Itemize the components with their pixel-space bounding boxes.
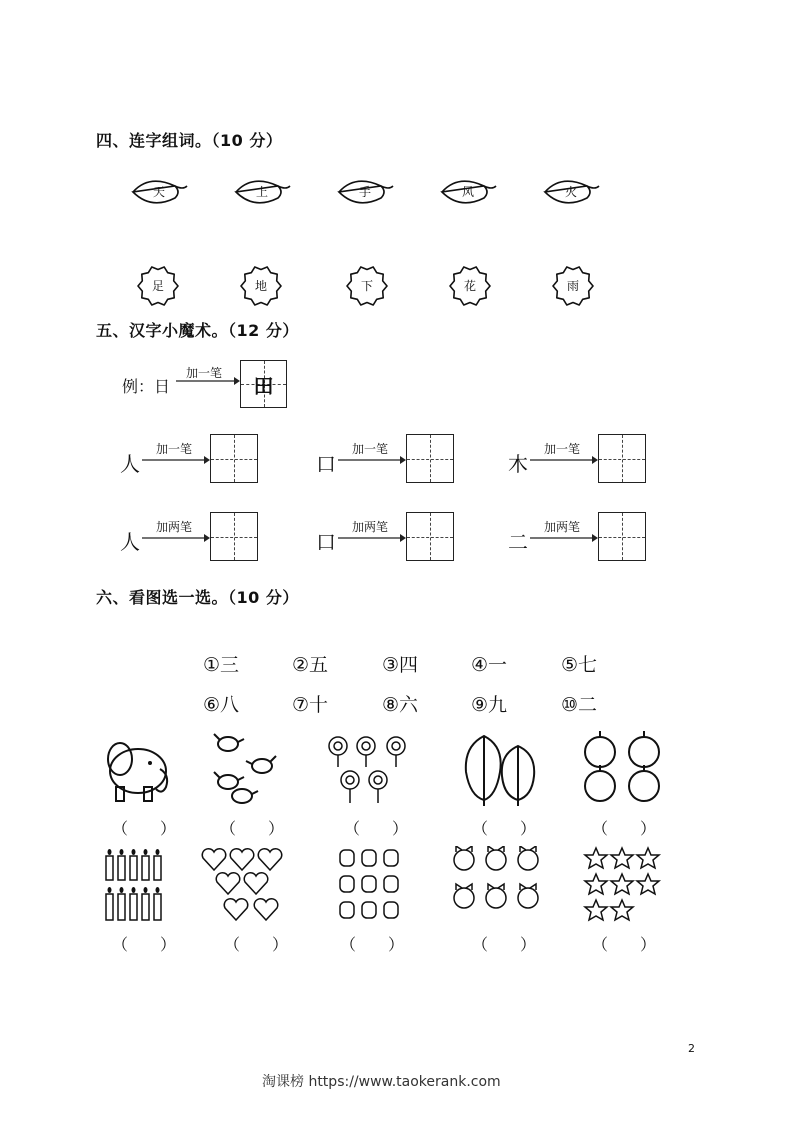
word-leaf: [131, 176, 187, 208]
bird-icon: [208, 730, 280, 808]
source-char: 木: [508, 452, 528, 476]
example-prefix: 例：日: [122, 377, 171, 396]
apple-icon: [582, 730, 664, 806]
add-stroke-label: 加一笔: [544, 442, 581, 456]
leaf-char: 火: [564, 185, 577, 199]
answer-box[interactable]: [406, 512, 454, 561]
answer-box[interactable]: [210, 434, 258, 483]
add-stroke-label: 加两笔: [156, 520, 193, 534]
answer-paren[interactable]: （ ）: [592, 935, 657, 954]
answer-box[interactable]: [598, 512, 646, 561]
answer-paren[interactable]: （ ）: [220, 819, 285, 838]
word-flower: [137, 265, 179, 307]
elephant-icon: [100, 733, 172, 805]
page-number: 2: [688, 1042, 695, 1055]
cat-icon: [450, 846, 548, 924]
answer-paren[interactable]: （ ）: [592, 819, 657, 838]
answer-box[interactable]: [210, 512, 258, 561]
answer-box[interactable]: [598, 434, 646, 483]
example-action-label: 加一笔: [186, 366, 223, 380]
example-answer-box: [240, 360, 287, 408]
answer-paren[interactable]: （ ）: [112, 935, 177, 954]
section4-heading: 四、连字组词。（10 分）: [96, 131, 283, 150]
add-stroke-label: 加一笔: [352, 442, 389, 456]
answer-paren[interactable]: （ ）: [344, 819, 409, 838]
footer-link[interactable]: 淘课榜 https://www.taokerank.com: [262, 1074, 501, 1090]
option-label: ⑥八: [203, 694, 240, 716]
example-answer: 田: [253, 373, 274, 398]
sunflower-icon: [324, 732, 412, 806]
source-char: 人: [120, 530, 140, 554]
section6-heading: 六、看图选一选。（10 分）: [96, 588, 299, 607]
word-flower: [346, 265, 388, 307]
flower-char: 花: [463, 279, 476, 293]
option-label: ⑩二: [561, 694, 598, 716]
word-leaf: [543, 176, 599, 208]
word-leaf: [234, 176, 290, 208]
source-char: 口: [316, 530, 336, 554]
flower-char: 地: [254, 279, 267, 293]
option-label: ⑧六: [382, 694, 419, 716]
leaf-char: 上: [255, 185, 268, 199]
option-label: ⑨九: [471, 694, 508, 716]
option-label: ③四: [382, 654, 419, 676]
option-label: ⑤七: [561, 654, 598, 676]
option-label: ②五: [292, 654, 329, 676]
option-label: ①三: [203, 654, 240, 676]
answer-paren[interactable]: （ ）: [224, 935, 289, 954]
star-icon: [582, 846, 662, 924]
flower-char: 雨: [566, 279, 579, 293]
section5-heading: 五、汉字小魔术。（12 分）: [96, 321, 299, 340]
word-leaf: [337, 176, 393, 208]
word-leaf: [440, 176, 496, 208]
flower-char: 足: [151, 279, 164, 293]
word-flower: [449, 265, 491, 307]
arrow-icon: [142, 533, 210, 543]
arrow-icon: [530, 455, 598, 465]
source-char: 人: [120, 452, 140, 476]
answer-paren[interactable]: （ ）: [472, 819, 537, 838]
source-char: 口: [316, 452, 336, 476]
word-flower: [552, 265, 594, 307]
add-stroke-label: 加两笔: [544, 520, 581, 534]
leaf-char: 天: [152, 185, 165, 199]
answer-paren[interactable]: （ ）: [112, 819, 177, 838]
arrow-icon: [142, 455, 210, 465]
option-label: ⑦十: [292, 694, 329, 716]
arrow-icon: [530, 533, 598, 543]
add-stroke-label: 加两笔: [352, 520, 389, 534]
source-char: 二: [508, 530, 528, 554]
candle-icon: [104, 848, 168, 926]
arrow-icon: [338, 455, 406, 465]
strawberry-icon: [336, 846, 406, 922]
leaf-char: 手: [358, 185, 371, 199]
heart-leaf-icon: [200, 846, 286, 926]
example-arrow-icon: [176, 376, 240, 386]
add-stroke-label: 加一笔: [156, 442, 193, 456]
flower-char: 下: [360, 279, 373, 293]
answer-paren[interactable]: （ ）: [340, 935, 405, 954]
option-label: ④一: [471, 654, 508, 676]
leaf-char: 风: [461, 185, 474, 199]
answer-box[interactable]: [406, 434, 454, 483]
arrow-icon: [338, 533, 406, 543]
word-flower: [240, 265, 282, 307]
leaf-tree-icon: [460, 732, 546, 808]
answer-paren[interactable]: （ ）: [472, 935, 537, 954]
